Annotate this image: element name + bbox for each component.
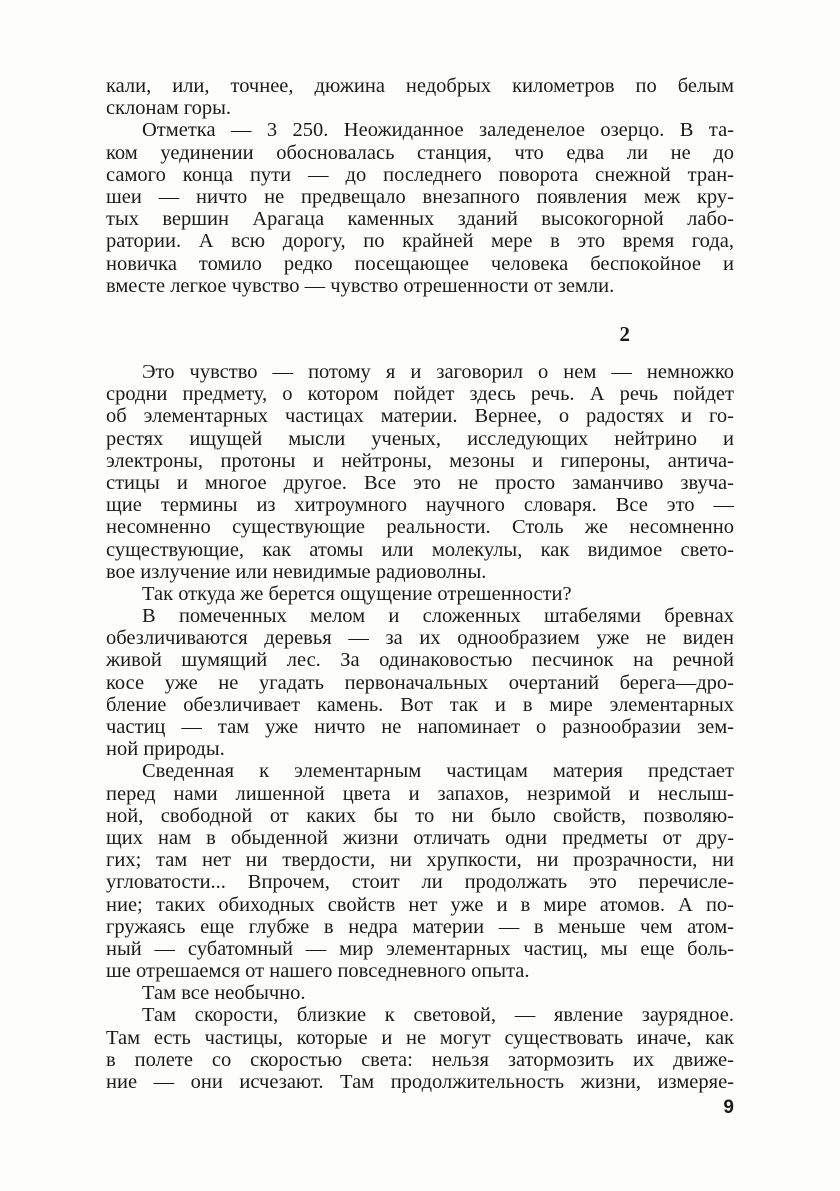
text-line: сродни предмету, о котором пойдет здесь речь. А речь пойдет [106, 383, 734, 406]
text-line: косе уже не угадать первоначальных очертаний берега—дро- [106, 671, 734, 694]
text-line: щие термины из хитроумного научного словаря. Все это — [106, 494, 734, 517]
text-line: Там скорости, близкие к световой, — явление заурядное. [142, 1004, 734, 1027]
text-line: новичка томило редко посещающее человека беспокойное и [106, 252, 734, 275]
text-line: бление обезличивает камень. Вот так и в мире элементарных [106, 693, 734, 716]
text-line: об элементарных частицах материи. Вернее, о радостях и го- [106, 405, 734, 428]
text-line: живой шумящий лес. За одинаковостью песчинок на речной [106, 649, 734, 672]
paragraph-block-top [106, 75, 734, 297]
text-line: существующие, как атомы или молекулы, как видимое свето- [106, 538, 734, 561]
text-line: ше отрешаемся от нашего повседневного опыта. [106, 960, 530, 983]
text-line: перед нами лишенной цвета и запахов, незримой и неслыш- [106, 782, 734, 805]
text-line: склонам горы. [106, 97, 232, 120]
text-line: частиц — там уже ничто не напоминает о разнообразии зем- [106, 716, 734, 738]
text-line: ной, свободной от каких бы то ни было свойств, позволяю- [106, 804, 734, 827]
text-line: В помеченных мелом и сложенных штабелями бревнах [142, 605, 734, 628]
text-line: Там все необычно. [142, 982, 306, 1005]
text-line: ком уединении обосновалась станция, что едва ли не до [106, 141, 734, 164]
text-line: щих нам в обыденной жизни отличать одни предметы от дру- [106, 826, 734, 849]
text-line: гружаясь еще глубже в недра материи — в меньше чем атом- [106, 915, 734, 938]
text-line: рестях ищущей мысли ученых, исследующих нейтрино и [106, 427, 734, 450]
text-line: электроны, протоны и нейтроны, мезоны и гипероны, антича- [106, 449, 734, 472]
section-number: 2 [619, 322, 630, 346]
text-line: ние; таких обиходных свойств нет уже и в мире атомов. А по- [106, 893, 734, 916]
text-line: вместе легкое чувство — чувство отрешенности от земли. [106, 274, 615, 297]
text-line: Отметка — 3 250. Неожиданное заледенелое озерцо. В та- [142, 119, 734, 142]
paragraph-block-main [106, 361, 734, 1093]
text-line: вое излучение или невидимые радиоволны. [106, 560, 487, 583]
text-line: ной природы. [106, 738, 225, 761]
text-line: самого конца пути — до последнего поворота снежной тран- [106, 163, 734, 186]
page-number: 9 [723, 1097, 734, 1118]
text-line: несомненно существующие реальности. Столь же несомненно [106, 516, 734, 539]
text-line: гих; там нет ни твердости, ни хрупкости, ни прозрачности, ни [106, 849, 734, 872]
text-line: Это чувство — потому я и заговорил о нем — немножко [142, 361, 734, 383]
text-line: обезличиваются деревья — за их однообразием уже не виден [106, 627, 734, 650]
text-line: в полете со скоростью света: нельзя затормозить их движе- [106, 1048, 734, 1071]
text-line: Так откуда же берется ощущение отрешенности? [142, 582, 572, 605]
text-line: Сведенная к элементарным частицам материя предстает [142, 760, 734, 783]
text-line: кали, или, точнее, дюжина недобрых километров по белым [106, 75, 734, 97]
text-line: ный — субатомный — мир элементарных частиц, мы еще боль- [106, 937, 734, 960]
text-line: тых вершин Арагаца каменных зданий высокогорной лабо- [106, 208, 734, 231]
text-line: угловатости... Впрочем, стоит ли продолжать это перечисле- [106, 871, 734, 894]
text-line: ратории. А всю дорогу, по крайней мере в это время года, [106, 230, 734, 253]
text-line: Там есть частицы, которые и не могут существовать иначе, как [106, 1026, 734, 1049]
text-line: шеи — ничто не предвещало внезапного появления меж кру- [106, 185, 734, 208]
text-line: стицы и многое другое. Все это не просто заманчиво звуча- [106, 471, 734, 494]
text-line: ние — они исчезают. Там продолжительность жизни, измеряе- [106, 1071, 734, 1093]
